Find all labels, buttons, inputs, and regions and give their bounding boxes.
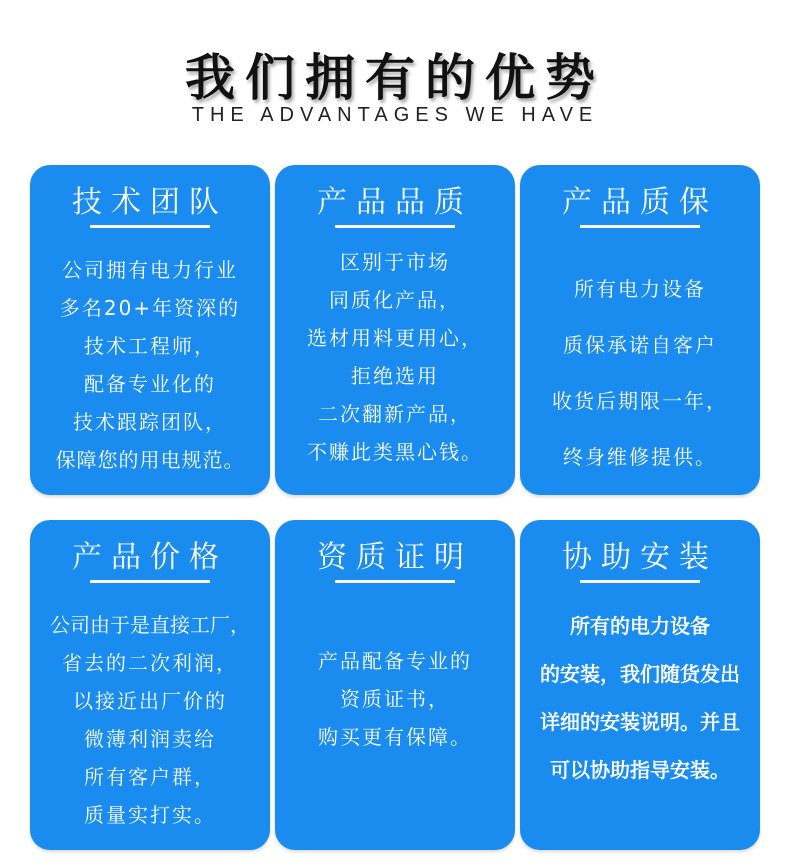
card-body — [34, 251, 266, 479]
card-line: 购买更有保障。 — [318, 725, 472, 749]
card-line: 产品配备专业的 — [318, 649, 472, 673]
card-qualification-certificate — [275, 520, 515, 850]
card-line: 可以协助指导安装。 — [550, 758, 730, 782]
card-title: 资质证明 — [317, 540, 473, 575]
card-line: 公司拥有电力行业 — [62, 258, 238, 282]
card-line: 终身维修提供。 — [563, 445, 717, 469]
card-title: 协助安装 — [562, 540, 718, 575]
card-line: 的安装，我们随货发出 — [540, 662, 740, 686]
card-product-quality — [275, 165, 515, 495]
title-underline — [580, 225, 700, 228]
card-product-price — [30, 520, 270, 850]
card-line: 质量实打实。 — [84, 803, 216, 827]
card-line: 技术工程师， — [84, 334, 216, 358]
card-title: 产品质保 — [562, 185, 718, 220]
card-title: 产品品质 — [317, 185, 473, 220]
card-line: 资质证书， — [340, 687, 450, 711]
title-underline — [335, 225, 455, 228]
title-underline — [335, 580, 455, 583]
card-line: 以接近出厂价的 — [73, 689, 227, 713]
card-line: 微薄利润卖给 — [84, 727, 216, 751]
card-line: 拒绝选用 — [351, 364, 439, 388]
card-title: 技术团队 — [72, 185, 228, 220]
card-line: 所有电力设备 — [574, 277, 706, 301]
card-line: 同质化产品， — [329, 288, 461, 312]
card-line: 配备专业化的 — [84, 372, 216, 396]
card-line: 选材用料更用心， — [307, 326, 483, 350]
card-line: 质保承诺自客户 — [563, 333, 717, 357]
card-line: 不赚此类黑心钱。 — [307, 440, 483, 464]
card-line: 公司由于是直接工厂， — [50, 613, 250, 637]
card-line: 省去的二次利润， — [62, 651, 238, 675]
page-subtitle: THE ADVANTAGES WE HAVE — [191, 104, 599, 126]
title-underline — [90, 225, 210, 228]
card-body — [524, 602, 756, 794]
card-body — [279, 243, 511, 471]
card-line: 技术跟踪团队， — [73, 410, 227, 434]
card-line: 二次翻新产品， — [318, 402, 472, 426]
card-line: 区别于市场 — [340, 250, 450, 274]
card-line: 保障您的用电规范。 — [55, 448, 245, 472]
card-title: 产品价格 — [72, 540, 228, 575]
page-title: 我们拥有的优势 — [185, 49, 605, 107]
card-product-warranty — [520, 165, 760, 495]
card-body — [279, 642, 511, 756]
card-body — [34, 606, 266, 834]
title-underline — [580, 580, 700, 583]
card-body — [524, 261, 756, 485]
card-line: 详细的安装说明。并且 — [540, 710, 740, 734]
card-line: 所有的电力设备 — [570, 614, 710, 638]
title-underline — [90, 580, 210, 583]
card-line: 所有客户群， — [84, 765, 216, 789]
card-technical-team — [30, 165, 270, 495]
card-line: 收货后期限一年， — [552, 389, 728, 413]
card-line: 多名20+年资深的 — [59, 296, 241, 320]
card-installation-assistance — [520, 520, 760, 850]
